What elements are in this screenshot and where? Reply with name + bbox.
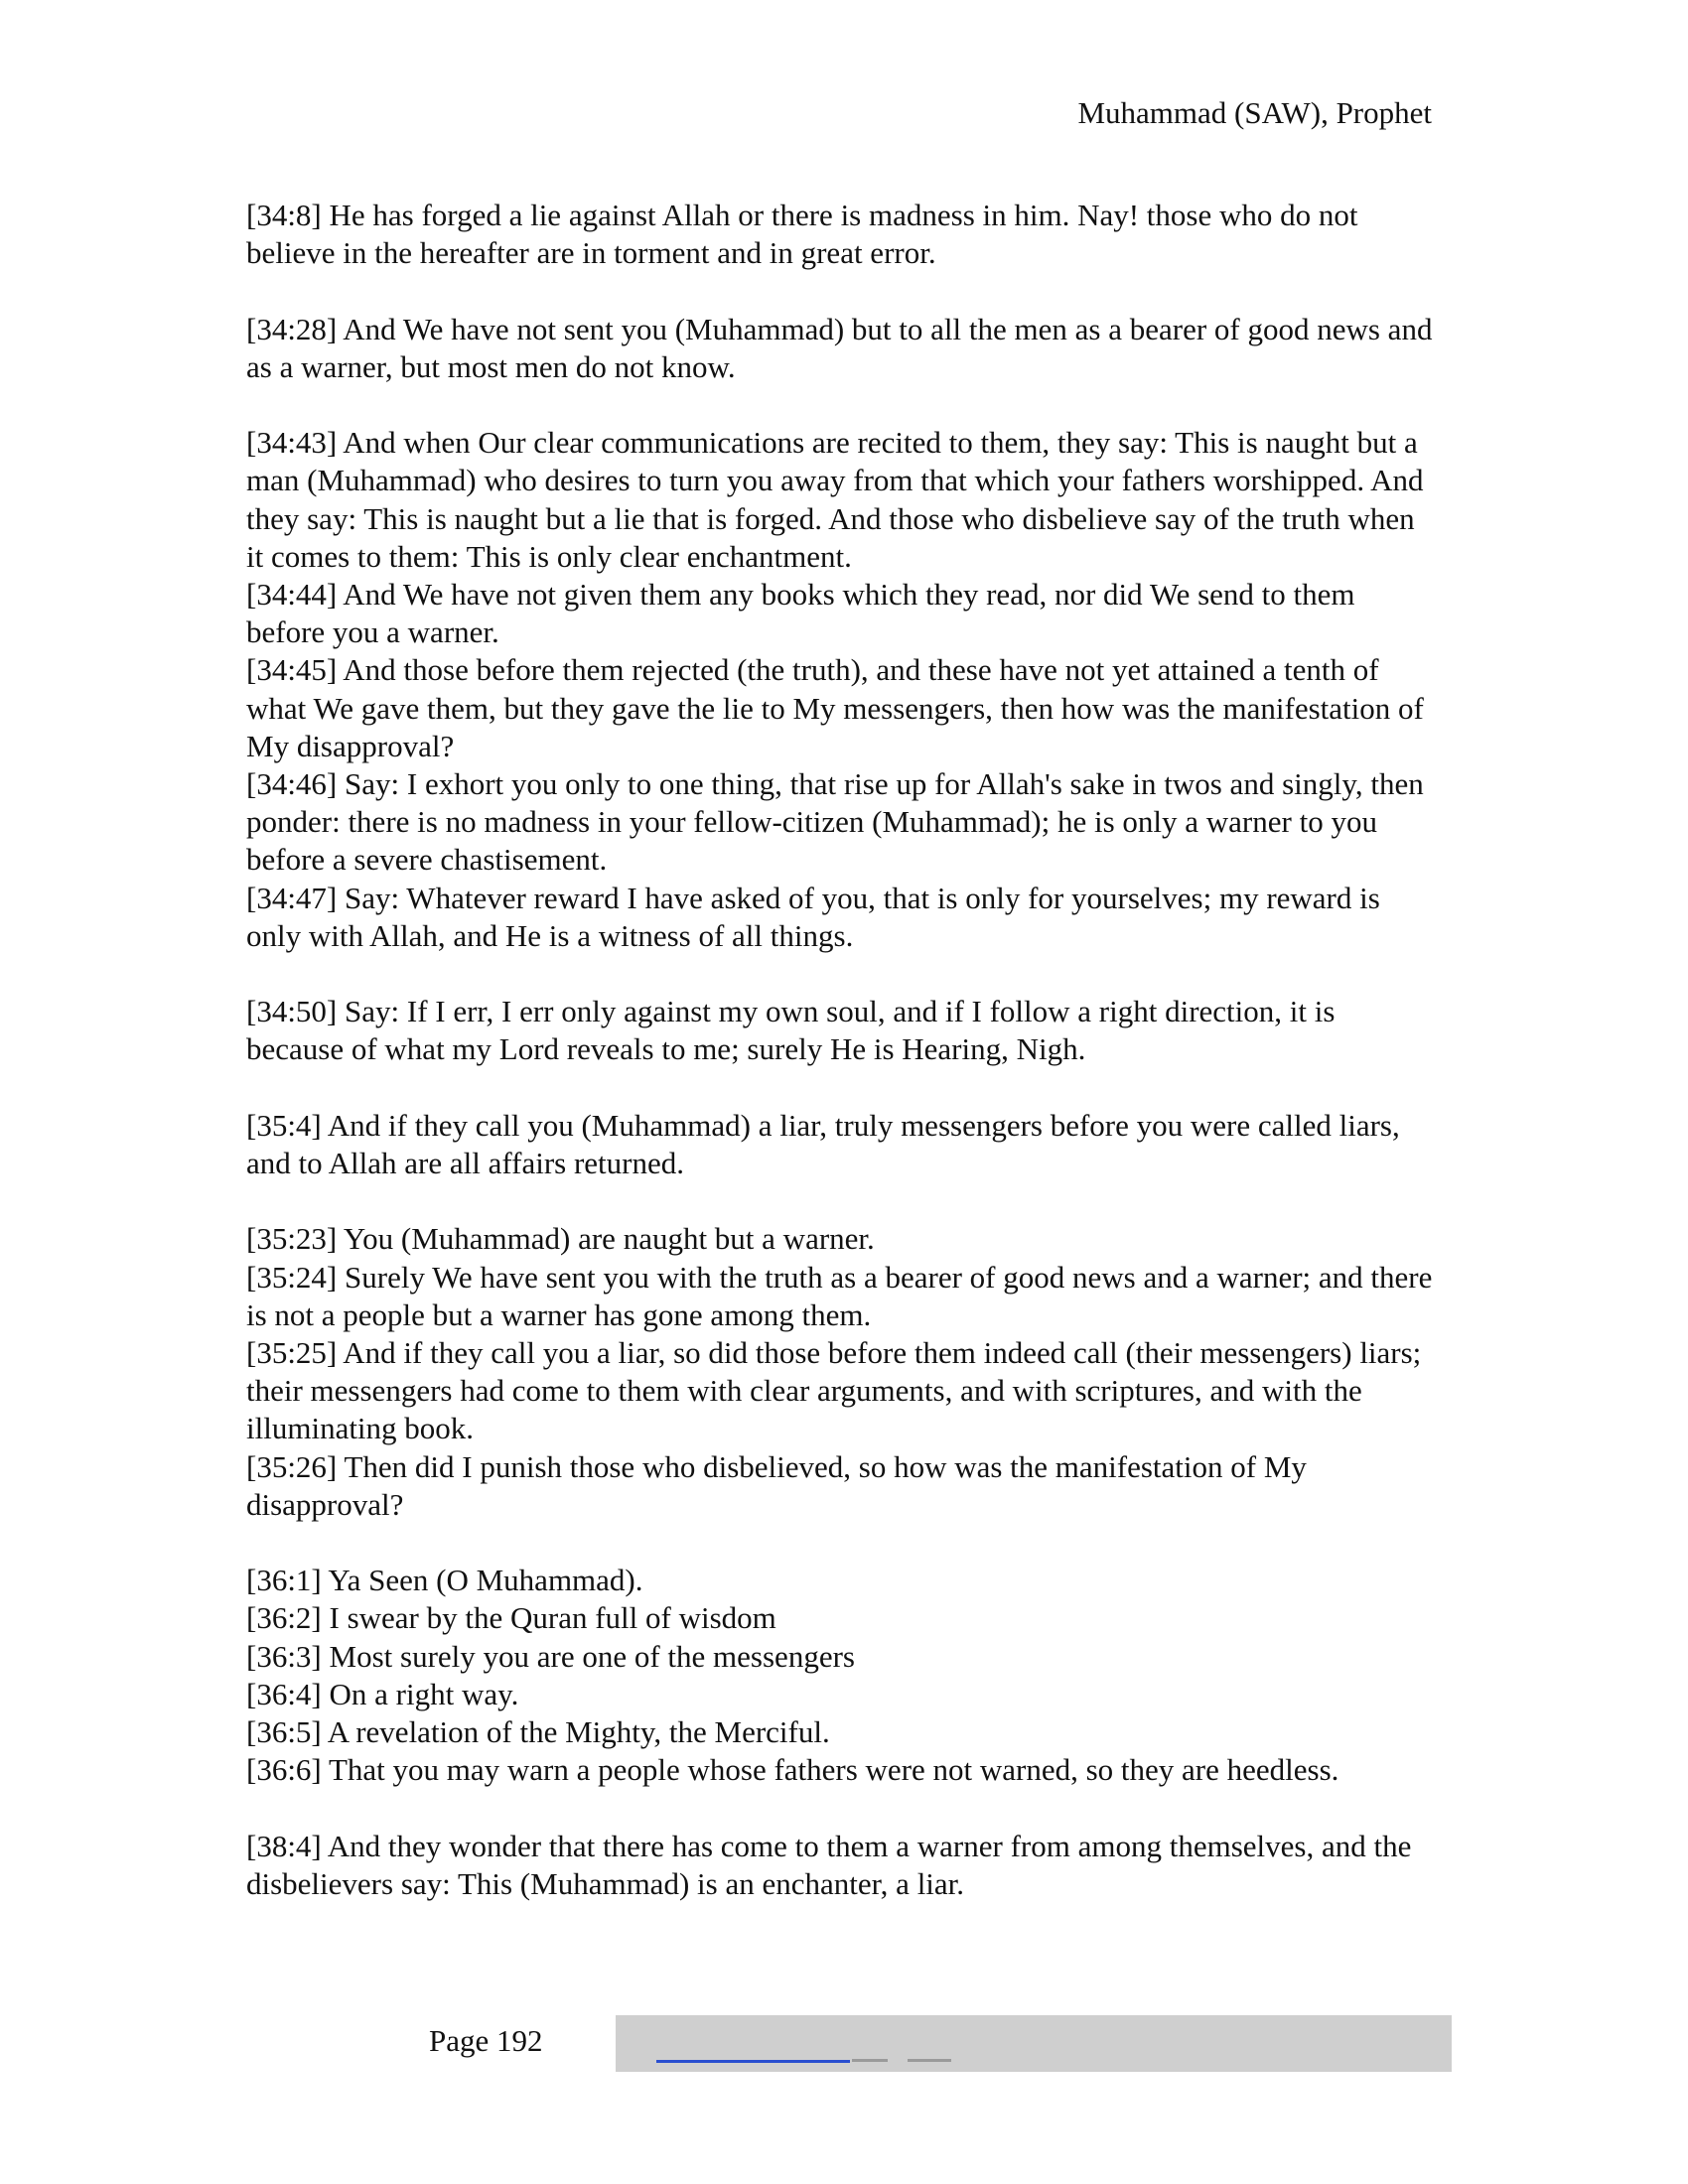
verse: [34:47] Say: Whatever reward I have asked of you, that is only for yourselves; my reward is only with Allah, and He is a witness of all things. bbox=[246, 880, 1380, 953]
verse-group bbox=[246, 993, 1438, 1068]
verse: [36:6] That you may warn a people whose fathers were not warned, so they are heedless. bbox=[246, 1752, 1339, 1788]
verse-group bbox=[246, 424, 1438, 955]
verse-group bbox=[246, 197, 1438, 272]
verse: [35:26] Then did I punish those who disbelieved, so how was the manifestation of My disapproval? bbox=[246, 1448, 1307, 1522]
verse: [38:4] And they wonder that there has come to them a warner from among themselves, and the disbelievers say: This (Muhammad) is an enchanter, a liar. bbox=[246, 1828, 1412, 1901]
page-number: Page 192 bbox=[429, 2023, 543, 2058]
verse-group bbox=[246, 1220, 1438, 1524]
verse: [35:24] Surely We have sent you with the truth as a bearer of good news and a warner; and there is not a people but a warner has gone among them. bbox=[246, 1259, 1433, 1332]
verse: [35:23] You (Muhammad) are naught but a warner. bbox=[246, 1221, 875, 1257]
verse: [35:25] And if they call you a liar, so did those before them indeed call (their messengers) liars; their messengers had come to them with clear arguments, and with scriptures, and with the illuminating book. bbox=[246, 1335, 1422, 1446]
verse-group bbox=[246, 1107, 1438, 1182]
verse: [36:5] A revelation of the Mighty, the Merciful. bbox=[246, 1714, 830, 1750]
footer-faint-text bbox=[908, 2059, 951, 2062]
verse: [34:50] Say: If I err, I err only against my own soul, and if I follow a right direction, it is because of what my Lord reveals to me; surely He is Hearing, Nigh. bbox=[246, 994, 1336, 1067]
footer-faint-text bbox=[852, 2059, 888, 2062]
verse: [36:1] Ya Seen (O Muhammad). bbox=[246, 1563, 643, 1598]
running-header-title: Muhammad (SAW), Prophet bbox=[1077, 95, 1432, 130]
verse: [36:2] I swear by the Quran full of wisdom bbox=[246, 1600, 776, 1636]
verse: [36:4] On a right way. bbox=[246, 1676, 519, 1711]
verse: [34:43] And when Our clear communications are recited to them, they say: This is naught but a man (Muhammad) who desires to turn you away from that which your fathers worshipped. And they say: This is naught but a lie that is forged. And those who disbelieve say of the truth when it comes to them: This is only clear enchantment. bbox=[246, 425, 1424, 574]
verse-body bbox=[246, 197, 1438, 1941]
verse-group bbox=[246, 1828, 1438, 1903]
verse: [34:44] And We have not given them any books which they read, nor did We send to them before you a warner. bbox=[246, 577, 1355, 650]
footer-banner bbox=[616, 2015, 1452, 2072]
verse-group bbox=[246, 1562, 1438, 1789]
verse: [36:3] Most surely you are one of the messengers bbox=[246, 1638, 855, 1674]
verse: [34:28] And We have not sent you (Muhammad) but to all the men as a bearer of good news and as a warner, but most men do not know. bbox=[246, 311, 1433, 384]
footer-link[interactable] bbox=[656, 2060, 850, 2063]
verse: [35:4] And if they call you (Muhammad) a liar, truly messengers before you were called liars, and to Allah are all affairs returned. bbox=[246, 1107, 1400, 1181]
verse-group bbox=[246, 311, 1438, 386]
verse: [34:45] And those before them rejected (the truth), and these have not yet attained a tenth of what We gave them, but they gave the lie to My messengers, then how was the manifestation of My disapproval? bbox=[246, 652, 1424, 763]
verse: [34:8] He has forged a lie against Allah or there is madness in him. Nay! those who do not believe in the hereafter are in torment and in great error. bbox=[246, 198, 1358, 271]
verse: [34:46] Say: I exhort you only to one thing, that rise up for Allah's sake in twos and singly, then ponder: there is no madness in your fellow-citizen (Muhammad); he is only a warner to you before a severe chastisement. bbox=[246, 766, 1424, 878]
